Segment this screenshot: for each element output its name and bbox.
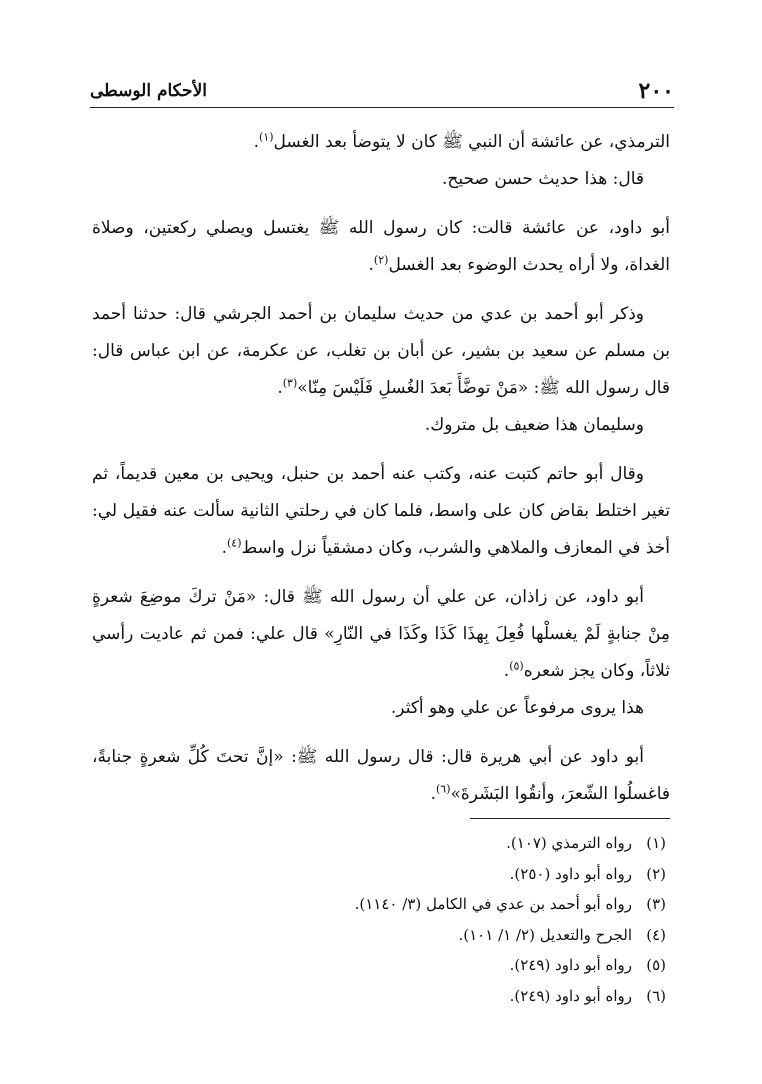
paragraph bbox=[92, 407, 670, 444]
paragraph-text: هذا يروى مرفوعاً عن علي وهو أكثر. bbox=[390, 698, 644, 718]
footnote-number: (٦) bbox=[646, 986, 666, 1005]
footnote-item bbox=[250, 950, 666, 981]
paragraph bbox=[92, 124, 670, 161]
paragraph-text: أبو داود، عن زاذان، عن علي أن رسول الله ﷺ قال: «مَنْ تركَ موضِعَ شعرةٍ مِنْ جنابةٍ لَمْ يغسلْها فُعِلَ بِهذَا كَذَا وكَذَا في النّارِ» قال علي: فمن ثم عاديت رأسي ثلاثاً، وكان يجز شعره bbox=[92, 587, 670, 681]
paragraph-text: وذكر أبو أحمد بن عدي من حديث سليمان بن أحمد الجرشي قال: حدثنا أحمد بن مسلم عن سعيد بن بشير، عن أبان بن تغلب، عن عكرمة، عن ابن عباس قال: قال رسول الله ﷺ: «مَنْ توضَّأَ بَعدَ الغُسلِ فَلَيْسَ مِنّا» bbox=[92, 304, 670, 398]
book-title: الأحكام الوسطى bbox=[90, 81, 207, 101]
footnote-item bbox=[250, 859, 666, 890]
paragraph bbox=[92, 210, 670, 284]
paragraph-text: أبو داود، عن عائشة قالت: كان رسول الله ﷺ يغتسل ويصلي ركعتين، وصلاة الغداة، ولا أراه يحدث الوضوء بعد الغسل bbox=[92, 218, 670, 275]
footnote-number: (٥) bbox=[646, 956, 666, 974]
paragraph-end-mark: . bbox=[277, 378, 283, 398]
paragraph bbox=[92, 456, 670, 567]
footnote-text: رواه أبو أحمد بن عدي في الكامل (٣/ ١١٤٠). bbox=[354, 895, 632, 913]
footnote-marker[interactable]: (٤) bbox=[226, 536, 242, 550]
footnote-marker[interactable]: (٣) bbox=[282, 376, 298, 390]
footnote-marker[interactable]: (٥) bbox=[509, 659, 524, 673]
footnote-marker[interactable]: (٦) bbox=[435, 782, 451, 796]
footnote-text: رواه الترمذي (١٠٧). bbox=[506, 834, 632, 852]
footnote-text: رواه أبو داود (٢٤٩). bbox=[509, 986, 632, 1005]
paragraph bbox=[92, 161, 670, 198]
footnote-text: رواه أبو داود (٢٤٩). bbox=[509, 956, 632, 974]
footnote-number: (١) bbox=[646, 834, 666, 852]
footnote-text: الجرح والتعديل (٢/ ١/ ١٠١). bbox=[458, 925, 632, 944]
footnote-item bbox=[250, 828, 666, 859]
paragraph-end-mark: . bbox=[430, 784, 436, 804]
footnote-number: (٤) bbox=[646, 925, 666, 944]
paragraph-text: الترمذي، عن عائشة أن النبي ﷺ كان لا يتوضأ بعد الغسل bbox=[273, 132, 670, 152]
paragraph-end-mark: . bbox=[368, 255, 374, 275]
paragraph bbox=[92, 739, 670, 813]
page-number: ٢٠٠ bbox=[638, 78, 674, 104]
footnote-item bbox=[250, 920, 666, 951]
paragraph-text: أبو داود عن أبي هريرة قال: قال رسول الله ﷺ: «إنَّ تحتَ كُلِّ شعرةٍ جنابةً، فاغسلُوا الشّعرَ، وأنقُوا البَشَرةَ» bbox=[92, 747, 670, 804]
paragraph-text: قال: هذا حديث حسن صحيح. bbox=[442, 169, 644, 189]
paragraph-end-mark: . bbox=[221, 538, 227, 558]
footnote-marker[interactable]: (٢) bbox=[373, 253, 389, 267]
footnotes bbox=[250, 828, 666, 1011]
paragraph-text: وقال أبو حاتم كتبت عنه، وكتب عنه أحمد بن حنبل، ويحيى بن معين قديماً، ثم تغير اختلط بقاض كان على واسط، فلما كان في رحلتي الثانية سألت عنه فقيل لي: أخذ في المعازف والملاهي والشرب، وكان دمشقياً نزل واسط bbox=[92, 464, 670, 558]
footnote-number: (٣) bbox=[646, 895, 666, 913]
paragraph-end-mark: . bbox=[253, 132, 259, 152]
paragraph bbox=[92, 296, 670, 407]
paragraph-text: وسليمان هذا ضعيف بل متروك. bbox=[424, 415, 644, 435]
paragraph bbox=[92, 690, 670, 727]
footnote-number: (٢) bbox=[646, 864, 666, 883]
running-header bbox=[90, 76, 674, 106]
footnote-marker[interactable]: (١) bbox=[259, 130, 274, 144]
header-rule bbox=[90, 107, 674, 108]
footnote-item bbox=[250, 981, 666, 1012]
footnote-text: رواه أبو داود (٢٥٠). bbox=[509, 864, 632, 883]
footnote-item bbox=[250, 889, 666, 920]
main-text bbox=[92, 124, 670, 825]
footnote-separator bbox=[470, 818, 670, 819]
paragraph-end-mark: . bbox=[503, 661, 510, 681]
paragraph bbox=[92, 579, 670, 690]
